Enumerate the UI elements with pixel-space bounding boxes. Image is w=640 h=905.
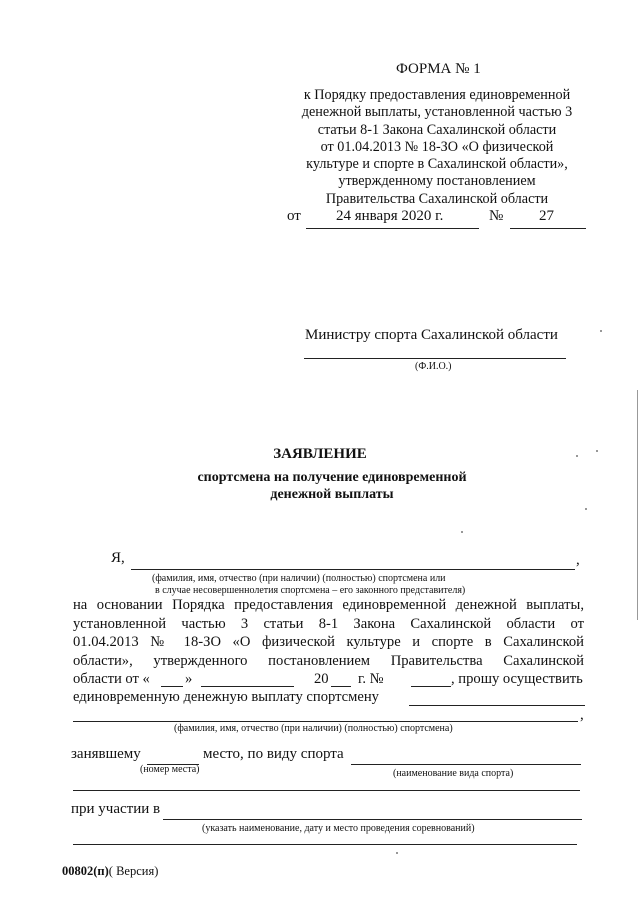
form-title: ФОРМА № 1 <box>396 61 481 77</box>
competition-field-2[interactable] <box>73 844 577 845</box>
place-label: занявшему <box>71 746 141 762</box>
place-mid: место, по виду спорта <box>203 746 344 762</box>
ya-label: Я, <box>111 550 125 566</box>
date-line-tail: , прошу осуществить <box>451 671 583 687</box>
scan-speck <box>461 531 463 533</box>
scan-speck <box>396 852 398 854</box>
fio-hint: (Ф.И.О.) <box>415 361 452 372</box>
date-line-prefix: области от « <box>73 671 150 687</box>
date-prefix: от <box>287 208 301 224</box>
date-line-close: » <box>185 671 193 687</box>
statement-line: 01.04.2013 № 18-ЗО «О физической культуре и спорте в Сахалинской <box>73 634 584 651</box>
athlete-field-a[interactable] <box>409 705 585 706</box>
year-field[interactable] <box>331 686 351 687</box>
statement-paragraph <box>73 596 584 671</box>
athlete-field-b[interactable] <box>73 721 578 722</box>
number-underline <box>510 228 586 229</box>
competition-hint: (указать наименование, дату и место проведения соревнований) <box>202 823 475 834</box>
scan-speck <box>585 508 587 510</box>
payout-line: единовременную денежную выплату спортсмену <box>73 689 379 705</box>
preamble-line: культуре и спорте в Сахалинской области», <box>306 156 568 173</box>
preamble-line: от 01.04.2013 № 18-ЗО «О физической <box>320 138 554 155</box>
footer-code <box>62 864 158 879</box>
place-hint: (номер места) <box>140 764 200 775</box>
sport-hint: (наименование вида спорта) <box>393 768 514 779</box>
scan-speck <box>576 455 578 457</box>
preamble-line: утвержденному постановлением <box>338 173 536 190</box>
number-value: 27 <box>539 208 554 224</box>
addressee-title: Министру спорта Сахалинской области <box>305 327 558 343</box>
applicant-hint: в случае несовершеннолетия спортсмена – его законного представителя) <box>155 585 466 596</box>
addressee-fio-line <box>304 358 566 359</box>
applicant-line[interactable] <box>131 569 575 570</box>
comma: , <box>580 707 584 723</box>
preamble-line: к Порядку предоставления единовременной <box>303 87 571 103</box>
sport-field[interactable] <box>351 764 581 765</box>
applicant-hint: (фамилия, имя, отчество (при наличии) (полностью) спортсмена или <box>152 573 446 584</box>
year-prefix: 20 <box>314 671 329 687</box>
date-value: 24 января 2020 г. <box>336 208 444 224</box>
scan-speck <box>600 330 602 332</box>
preamble <box>283 87 591 208</box>
document-code: 00802(п) <box>62 864 109 878</box>
date-underline <box>306 228 479 229</box>
day-field[interactable] <box>161 686 183 687</box>
scan-speck <box>596 450 598 452</box>
document-title: ЗАЯВЛЕНИЕ <box>273 446 367 462</box>
year-suffix: г. № <box>358 671 384 687</box>
athlete-hint: (фамилия, имя, отчество (при наличии) (полностью) спортсмена) <box>174 723 453 734</box>
scan-edge <box>637 390 638 620</box>
number-prefix: № <box>489 208 504 224</box>
month-field[interactable] <box>201 686 294 687</box>
document-subtitle: спортсмена на получение единовременной <box>197 470 467 485</box>
statement-line: области», утвержденного постановлением Правительства Сахалинской <box>73 653 584 670</box>
preamble-line: денежной выплаты, установленной частью 3 <box>301 104 573 121</box>
comma: , <box>576 552 580 568</box>
statement-line: установленной частью 3 статьи 8-1 Закона Сахалинской области от <box>73 615 584 632</box>
sport-field-2[interactable] <box>73 790 580 791</box>
participation-label: при участии в <box>71 801 161 817</box>
preamble-line: Правительства Сахалинской области <box>325 190 549 207</box>
document-subtitle: денежной выплаты <box>270 487 394 502</box>
preamble-line: статьи 8-1 Закона Сахалинской области <box>317 121 557 138</box>
document-version: ( Версия) <box>108 864 159 878</box>
order-number-field[interactable] <box>411 686 451 687</box>
competition-field[interactable] <box>163 819 582 820</box>
statement-line: на основании Порядка предоставления единовременной денежной выплаты, <box>73 597 584 613</box>
